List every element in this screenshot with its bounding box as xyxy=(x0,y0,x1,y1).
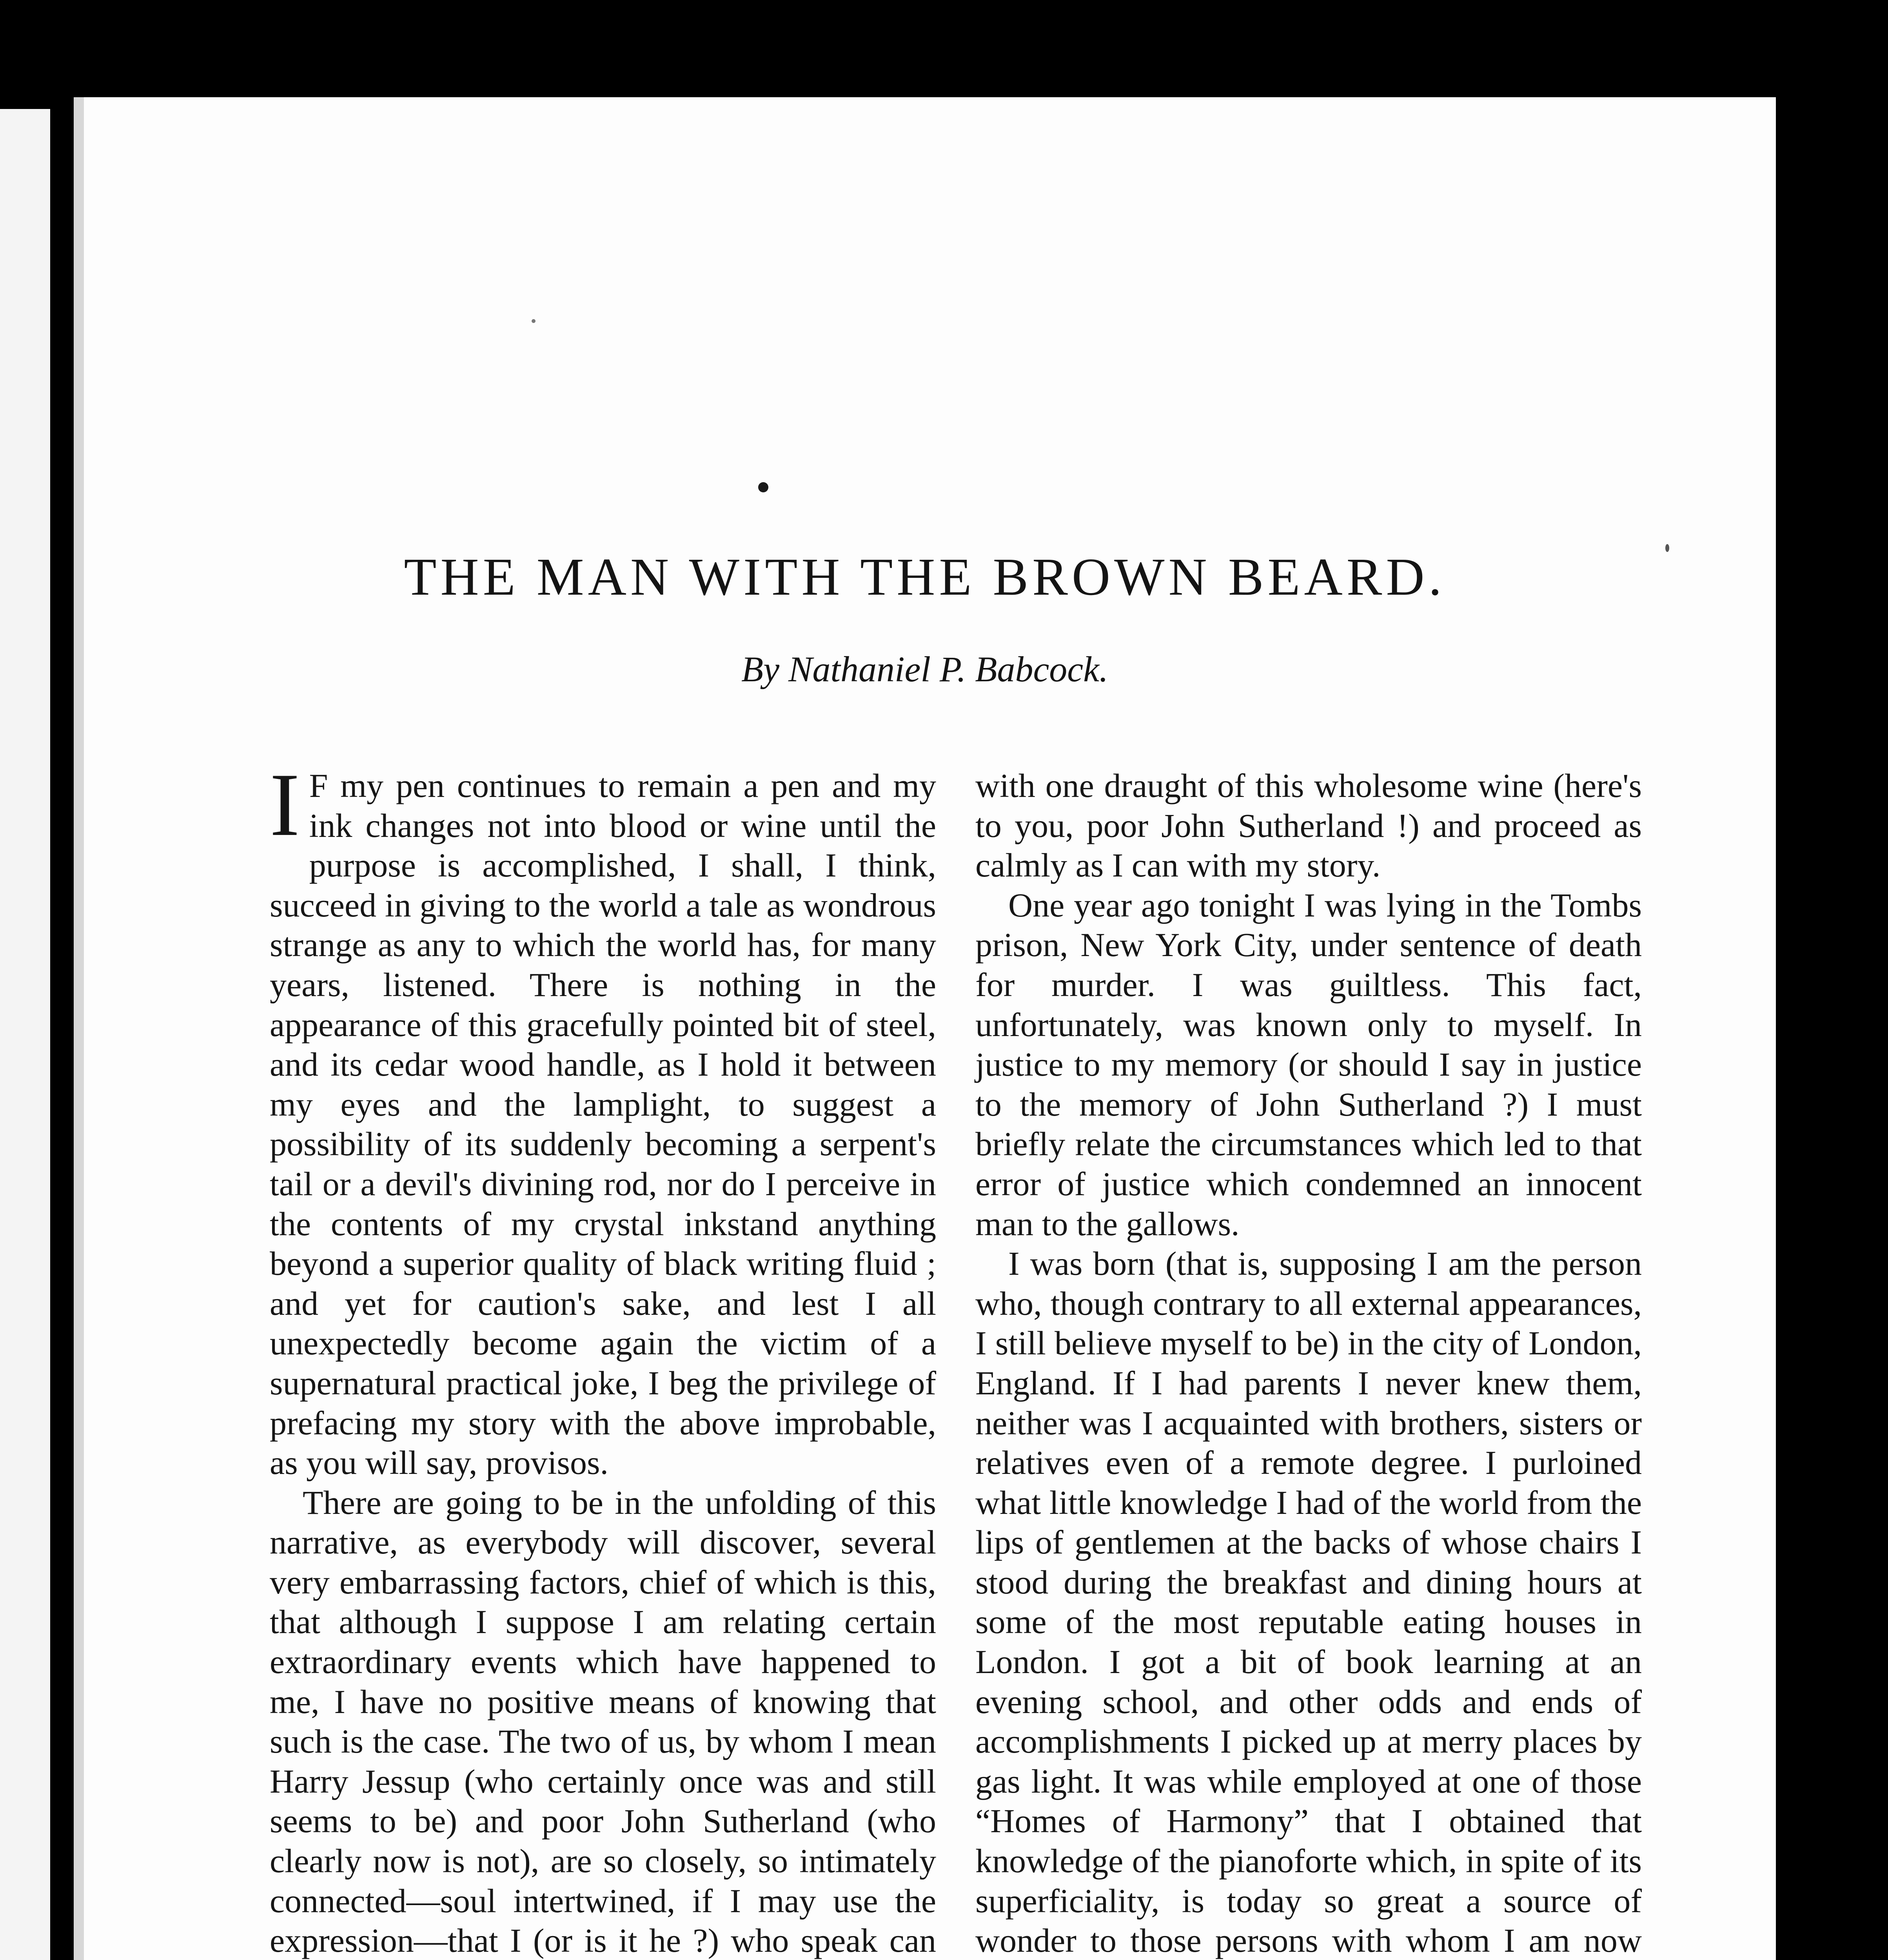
continued-paragraph: with one draught of this wholesome wine (here's to you, poor John Sutherland !) and proceed as calmly as I can with my story. xyxy=(975,767,1642,884)
drop-cap: I xyxy=(270,755,300,855)
paragraph: There are going to be in the unfolding of this narrative, as everybody will discover, several very embarrassing factors, chief of which is this, that although I suppose I am relating certain extraordinary events which have happened to me, I have no positive means of knowing that such is the case. The two of us, by whom I mean Harry Jessup (who certainly once was and still seems to be) and poor John Sutherland (who clearly now is not), are so closely, so intimately connected—soul intertwined, if I may use the expression—that I (or is it he ?) who speak can xyxy=(270,1483,936,1960)
magazine-page xyxy=(74,97,1776,1960)
paragraph: One year ago tonight I was lying in the Tombs prison, New York City, under sentence of death for murder. I was guiltless. This fact, unfortunately, was known only to myself. In justice to my memory (or should I say in justice to the memory of John Sutherland ?) I must briefly relate the circumstances which led to that error of justice which condemned an innocent man to the gallows. xyxy=(975,886,1642,1243)
left-text-column xyxy=(270,755,936,1960)
opening-paragraph-text: F my pen continues to remain a pen and my ink changes not into blood or wine until the purpose is accomplished, I shall, I think, succeed in giving to the world a tale as wondrous strange as any to which the world has, for many years, listened. There is nothing in the appearance of this gracefully pointed bit of steel, and its cedar wood handle, as I hold it between my eyes and the lamplight, to suggest a possibility of its suddenly becoming a serpent's tail or a devil's divining rod, nor do I perceive in the contents of my crystal inkstand anything beyond a superior quality of black writing fluid ; and yet for caution's sake, and lest I all unexpectedly become again the victim of a supernatural practical joke, I beg the privilege of prefacing my story with the above improbable, as you will say, provisos. xyxy=(270,767,936,1482)
page-gutter xyxy=(74,97,84,1960)
paragraph: I was born (that is, supposing I am the person who, though contrary to all external appearances, I still believe myself to be) in the city of London, England. If I had parents I never knew them, neither was I acquainted with brothers, sisters or relatives even of a remote degree. I purloined what little knowledge I had of the world from the lips of gentlemen at the backs of whose chairs I stood during the breakfast and dining hours at some of the most reputable eating houses in London. I got a bit of book learning at an evening school, and other odds and ends of accomplishments I picked up at merry places by gas light. It was while employed at one of those “Homes of Harmony” that I obtained that knowledge of the pianoforte which, in spite of its superficiality, is today so great a source of wonder to those persons with whom I am now xyxy=(975,1245,1642,1960)
ink-speck xyxy=(758,482,768,492)
ink-speck xyxy=(532,319,536,323)
right-text-column xyxy=(975,766,1642,1960)
previous-page-edge xyxy=(0,109,50,1960)
story-byline: By Nathaniel P. Babcock. xyxy=(741,649,1108,689)
opening-paragraph xyxy=(270,755,936,1483)
story-title: THE MAN WITH THE BROWN BEARD. xyxy=(404,548,1446,606)
